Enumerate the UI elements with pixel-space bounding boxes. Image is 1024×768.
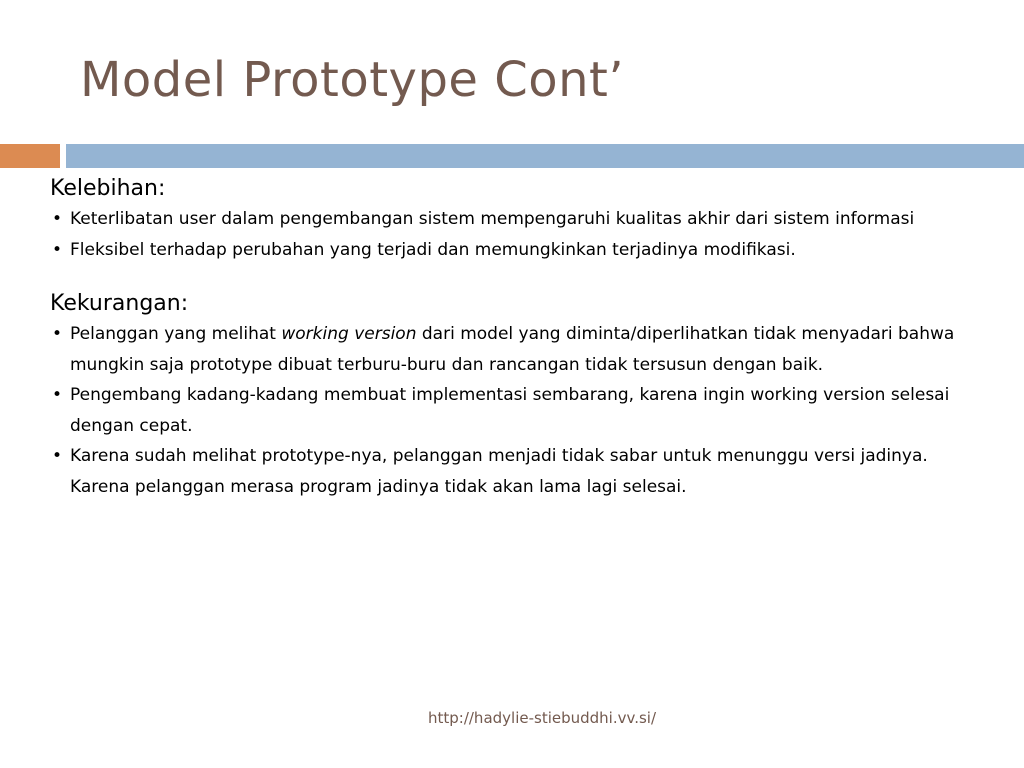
list-item-text-start: Pelanggan yang melihat <box>70 324 282 344</box>
list-item <box>50 380 990 441</box>
bullet-icon: • <box>52 446 63 466</box>
bullet-icon: • <box>52 239 63 260</box>
accent-bar-orange <box>0 144 60 168</box>
footer-url: http://hadylie-stiebuddhi.vv.si/ <box>427 709 657 727</box>
list-item <box>50 441 990 502</box>
slide-content <box>50 174 990 502</box>
kekurangan-heading: Kekurangan: <box>50 291 189 316</box>
slide-title: Model Prototype Cont’ <box>80 52 625 108</box>
accent-bar-blue <box>66 144 1024 168</box>
list-item <box>50 204 990 235</box>
list-item-emphasis: working version <box>281 324 417 344</box>
kelebihan-list <box>50 204 990 265</box>
list-item-text: Pengembang kadang-kadang membuat implementasi sembarang, karena ingin working version selesai dengan cepat. <box>70 385 950 436</box>
list-item-text: Keterlibatan user dalam pengembangan sistem mempengaruhi kualitas akhir dari sistem informasi <box>70 209 915 229</box>
kekurangan-list <box>50 319 990 502</box>
list-item-text: Karena sudah melihat prototype-nya, pelanggan menjadi tidak sabar untuk menunggu versi jadinya. Karena pelanggan merasa program jadinya tidak akan lama lagi selesai. <box>70 446 928 497</box>
bullet-icon: • <box>52 324 63 344</box>
bullet-icon: • <box>52 385 63 405</box>
bullet-icon: • <box>52 209 63 229</box>
list-item <box>50 235 990 266</box>
list-item-text-end: dari model yang diminta/diperlihatkan tidak menyadari bahwa mungkin saja prototype dibuat terburu-buru dan rancangan tidak tersusun dengan baik. <box>70 324 955 375</box>
list-item <box>50 319 990 380</box>
kelebihan-heading: Kelebihan: <box>50 176 166 201</box>
list-item-text: Fleksibel terhadap perubahan yang terjadi dan memungkinkan terjadinya modifikasi. <box>70 239 796 260</box>
